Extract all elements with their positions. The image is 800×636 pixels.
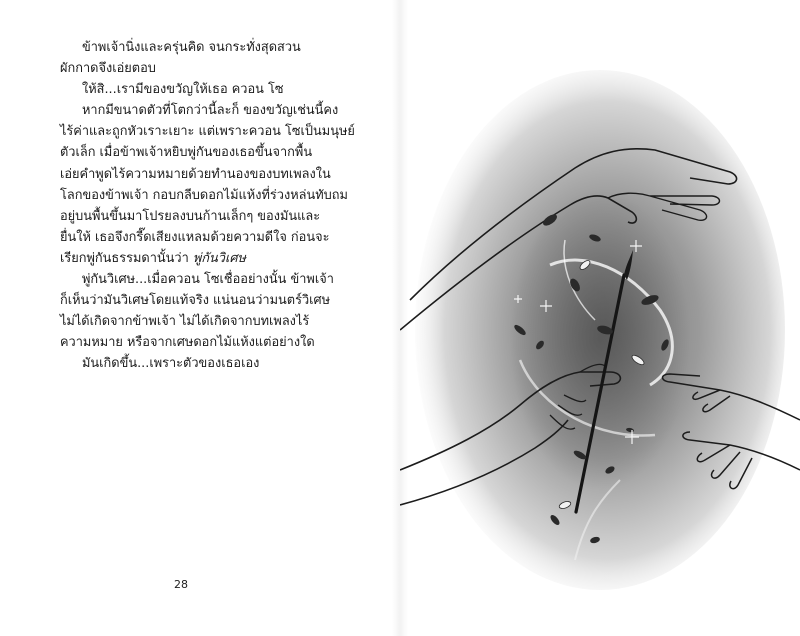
text-line: โลกของข้าพเจ้า กอบกลีบดอกไม้แห้งที่ร่วงหล่นทับถม (60, 187, 348, 203)
paragraph-3 (60, 100, 366, 269)
paragraph-4 (60, 269, 366, 353)
paragraph-1 (60, 37, 366, 79)
hands-paintbrush-illustration (400, 0, 800, 636)
italic-term: พู่กันวิเศษ (192, 250, 246, 266)
text-line: ไม่ได้เกิดจากข้าพเจ้า ไม่ได้เกิดจากบทเพลงไร้ (60, 314, 310, 330)
text-line: ผักกาดจึงเอ่ยตอบ (60, 61, 156, 77)
right-page (400, 0, 800, 636)
text-line: ยื่นให้ เธอจึงกรี๊ดเสียงแหลมด้วยความดีใจ ก่อนจะ (60, 229, 330, 245)
text-line: อยู่บนพื้นขึ้นมาโปรยลงบนก้านเล็กๆ ของมันและ (60, 208, 321, 224)
text-line-start: เรียกพู่กันธรรมดานั้นว่า (60, 250, 193, 266)
text-line: ให้สิ...เรามีของขวัญให้เธอ ควอน โซ (82, 82, 284, 98)
text-line: เอ่ยคำพูดไร้ความหมายด้วยทำนองของบทเพลงใน (60, 166, 331, 182)
text-line: พู่กันวิเศษ...เมื่อควอน โซเชื่ออย่างนั้น ข้าพเจ้า (82, 272, 334, 288)
text-line: ก็เห็นว่ามันวิเศษโดยแท้จริง แน่นอนว่ามนตร์วิเศษ (60, 293, 331, 309)
paragraph-5 (60, 353, 366, 374)
text-line: หากมีขนาดตัวที่โตกว่านี้ละก็ ของขวัญเช่นนี้คง (82, 103, 339, 119)
text-line: มันเกิดขึ้น...เพราะตัวของเธอเอง (82, 356, 260, 372)
background-core (510, 190, 690, 490)
text-line: ไร้ค่าและถูกหัวเราะเยาะ แต่เพราะควอน โซเป็นมนุษย์ (60, 124, 355, 140)
body-text (60, 37, 366, 375)
page-number: 28 (174, 578, 188, 591)
text-line: ข้าพเจ้านิ่งและครุ่นคิด จนกระทั่งสุดสวน (82, 40, 301, 55)
page-gutter (392, 0, 408, 636)
paragraph-2 (60, 79, 366, 100)
text-line: ความหมาย หรือจากเศษดอกไม้แห้งแต่อย่างใด (60, 335, 315, 351)
text-line (60, 248, 366, 269)
text-line: ตัวเล็ก เมื่อข้าพเจ้าหยิบพู่กันของเธอขึ้นจากพื้น (60, 145, 313, 161)
